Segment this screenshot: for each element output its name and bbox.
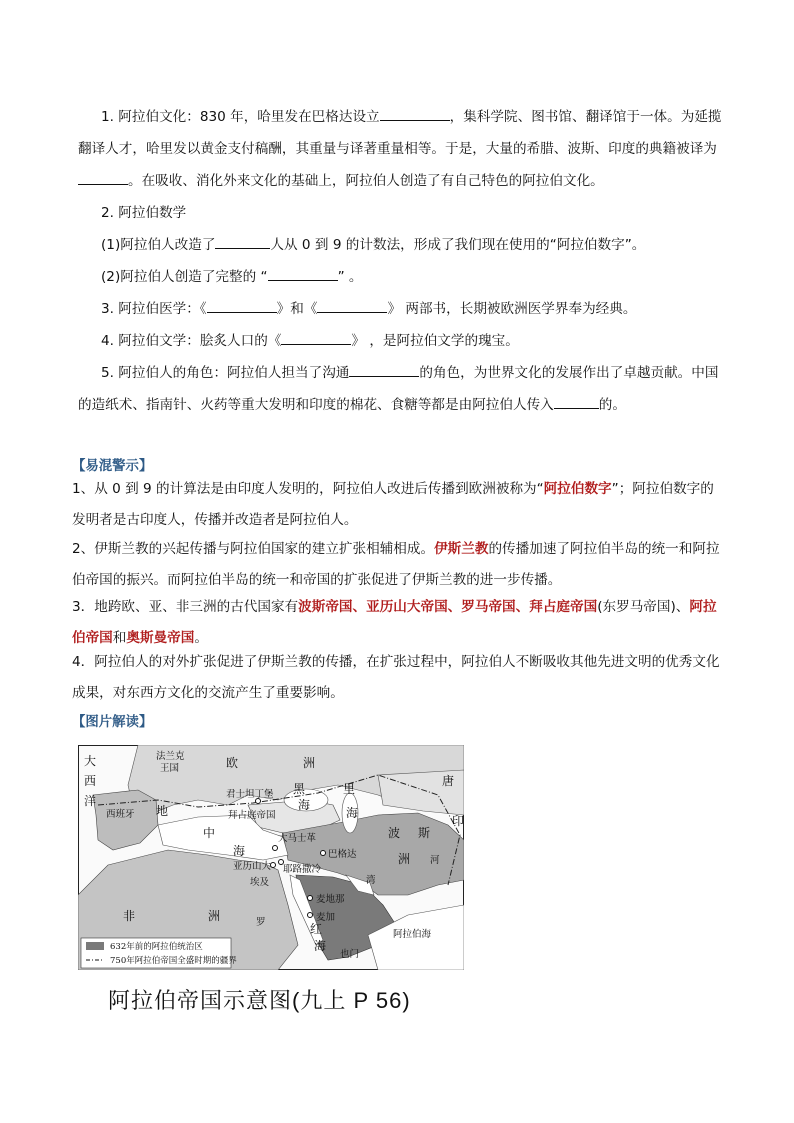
lbl-atlantic-1: 大 (84, 754, 97, 768)
lbl-black-2: 海 (298, 798, 311, 812)
lbl-river: 河 (430, 855, 440, 866)
lbl-red-1: 红 (310, 922, 323, 936)
dot-damascus (273, 846, 278, 851)
warning-title: 【易混警示】 (72, 459, 153, 474)
lbl-atlantic-3: 洋 (84, 794, 97, 808)
item-1 (78, 101, 728, 197)
lbl-persia-2: 斯 (418, 826, 431, 840)
lbl-yemen: 也门 (340, 949, 360, 960)
lbl-arabian-sea: 阿拉伯海 (393, 929, 432, 940)
lbl-alexandria: 亚历山大 (233, 861, 272, 872)
blank-2[interactable] (78, 169, 128, 185)
item-1-text-b: ，集科学院、图书馆、翻译馆于一体。为延揽翻译人才，哈里发以黄金支付稿酬，其重量与译著重量相等。于是，大量的希腊、波斯、印度的典籍被译为 (78, 109, 722, 157)
lbl-med-2: 中 (203, 826, 216, 840)
warning-3: 3．地跨欧、亚、非三洲的古代国家有波斯帝国、亚历山大帝国、罗马帝国、拜占庭帝国(东罗马帝国)、阿拉伯帝国和奥斯曼帝国。 (72, 599, 717, 646)
dot-alexandria (271, 863, 276, 868)
lbl-luo: 罗 (256, 917, 266, 928)
lbl-asia-1: 洲 (398, 852, 411, 866)
legend-item-632: 632年前的阿拉伯统治区 (110, 942, 203, 952)
lbl-med-3: 海 (233, 844, 246, 858)
warning-4: 4．阿拉伯人的对外扩张促进了伊斯兰教的传播，在扩张过程中，阿拉伯人不断吸收其他先进文明的优秀文化成果，对东西方文化的交流产生了重要影响。 (72, 654, 720, 701)
blank-3[interactable] (215, 233, 270, 249)
blank-5[interactable] (207, 297, 277, 313)
warning-1: 1、从 0 到 9 的计算法是由印度人发明的，阿拉伯人改进后传播到欧洲被称为“阿拉伯数字”；阿拉伯数字的发明者是古印度人，传播并改造者是阿拉伯人。 (72, 481, 714, 528)
lbl-africa-2: 洲 (208, 909, 221, 923)
lbl-med-1: 地 (156, 804, 169, 818)
lbl-franks-1: 法兰克 (156, 751, 185, 762)
item-2-title: 2. 阿拉伯数学 (101, 205, 187, 221)
lbl-mecca: 麦加 (316, 912, 336, 923)
lbl-spain: 西班牙 (106, 809, 135, 820)
warning-2: 2、伊斯兰教的兴起传播与阿拉伯国家的建立扩张相辅相成。伊斯兰教的传播加速了阿拉伯半岛的统一和阿拉伯帝国的振兴。而阿拉伯半岛的统一和帝国的扩张促进了伊斯兰教的进一步传播。 (72, 541, 720, 588)
arab-empire-map (78, 745, 464, 970)
blank-9[interactable] (554, 393, 599, 409)
blank-7[interactable] (281, 329, 351, 345)
lbl-africa-1: 非 (123, 909, 136, 923)
lbl-medina: 麦地那 (316, 894, 345, 905)
lbl-caspian-2: 海 (346, 806, 359, 820)
lbl-gulf: 湾 (366, 875, 376, 886)
dot-baghdad (321, 851, 326, 856)
lbl-atlantic-2: 西 (84, 774, 97, 788)
lbl-damascus: 大马士革 (278, 833, 317, 844)
blank-1[interactable] (380, 105, 450, 121)
dot-medina (308, 896, 313, 901)
lbl-caspian-1: 里 (343, 782, 356, 796)
item-1-text-a: 1. 阿拉伯文化：830 年，哈里发在巴格达设立 (101, 109, 380, 125)
item-2 (78, 197, 728, 229)
item-3: 3. 阿拉伯医学：《 》和《 》 两部书，长期被欧洲医学界奉为经典。 (78, 293, 728, 325)
dot-mecca (308, 913, 313, 918)
lbl-egypt: 埃及 (250, 877, 270, 888)
item-2-2: (2)阿拉伯人创造了完整的 “ ” 。 (78, 261, 728, 293)
lbl-tang: 唐 (442, 774, 455, 788)
picture-title: 【图片解读】 (72, 715, 153, 730)
lbl-india: 印 (452, 814, 464, 828)
lbl-byzantine: 拜占庭帝国 (228, 810, 276, 821)
blank-4[interactable] (268, 265, 338, 281)
lbl-europe-1: 欧 (226, 756, 239, 770)
item-1-text-c: 。在吸收、消化外来文化的基础上，阿拉伯人创造了有自己特色的阿拉伯文化。 (128, 173, 604, 189)
lbl-europe-2: 洲 (303, 756, 316, 770)
lbl-jerusalem: 耶路撒冷 (283, 864, 322, 875)
blank-6[interactable] (317, 297, 387, 313)
map-caption: 阿拉伯帝国示意图(九上 P 56) (108, 988, 411, 1014)
blank-8[interactable] (349, 361, 419, 377)
item-2-1: (1)阿拉伯人改造了 人从 0 到 9 的计数法，形成了我们现在使用的“阿拉伯数字”。 (78, 229, 728, 261)
lbl-black-1: 黑 (293, 782, 306, 796)
legend-swatch-632 (86, 942, 104, 950)
lbl-baghdad: 巴格达 (328, 849, 357, 860)
item-4: 4. 阿拉伯文学：脍炙人口的《 》 ，是阿拉伯文学的瑰宝。 (78, 325, 728, 357)
lbl-persia-1: 波 (388, 826, 401, 840)
legend-item-750: 750年阿拉伯帝国全盛时期的疆界 (110, 956, 237, 966)
lbl-red-2: 海 (314, 939, 327, 953)
lbl-constantinople: 君士坦丁堡 (226, 789, 274, 800)
item-5: 5. 阿拉伯人的角色：阿拉伯人担当了沟通 的角色，为世界文化的发展作出了卓越贡献。中国的造纸术、指南针、火药等重大发明和印度的棉花、食糖等都是由阿拉伯人传入 的。 (78, 357, 728, 421)
lbl-franks-2: 王国 (160, 763, 180, 774)
